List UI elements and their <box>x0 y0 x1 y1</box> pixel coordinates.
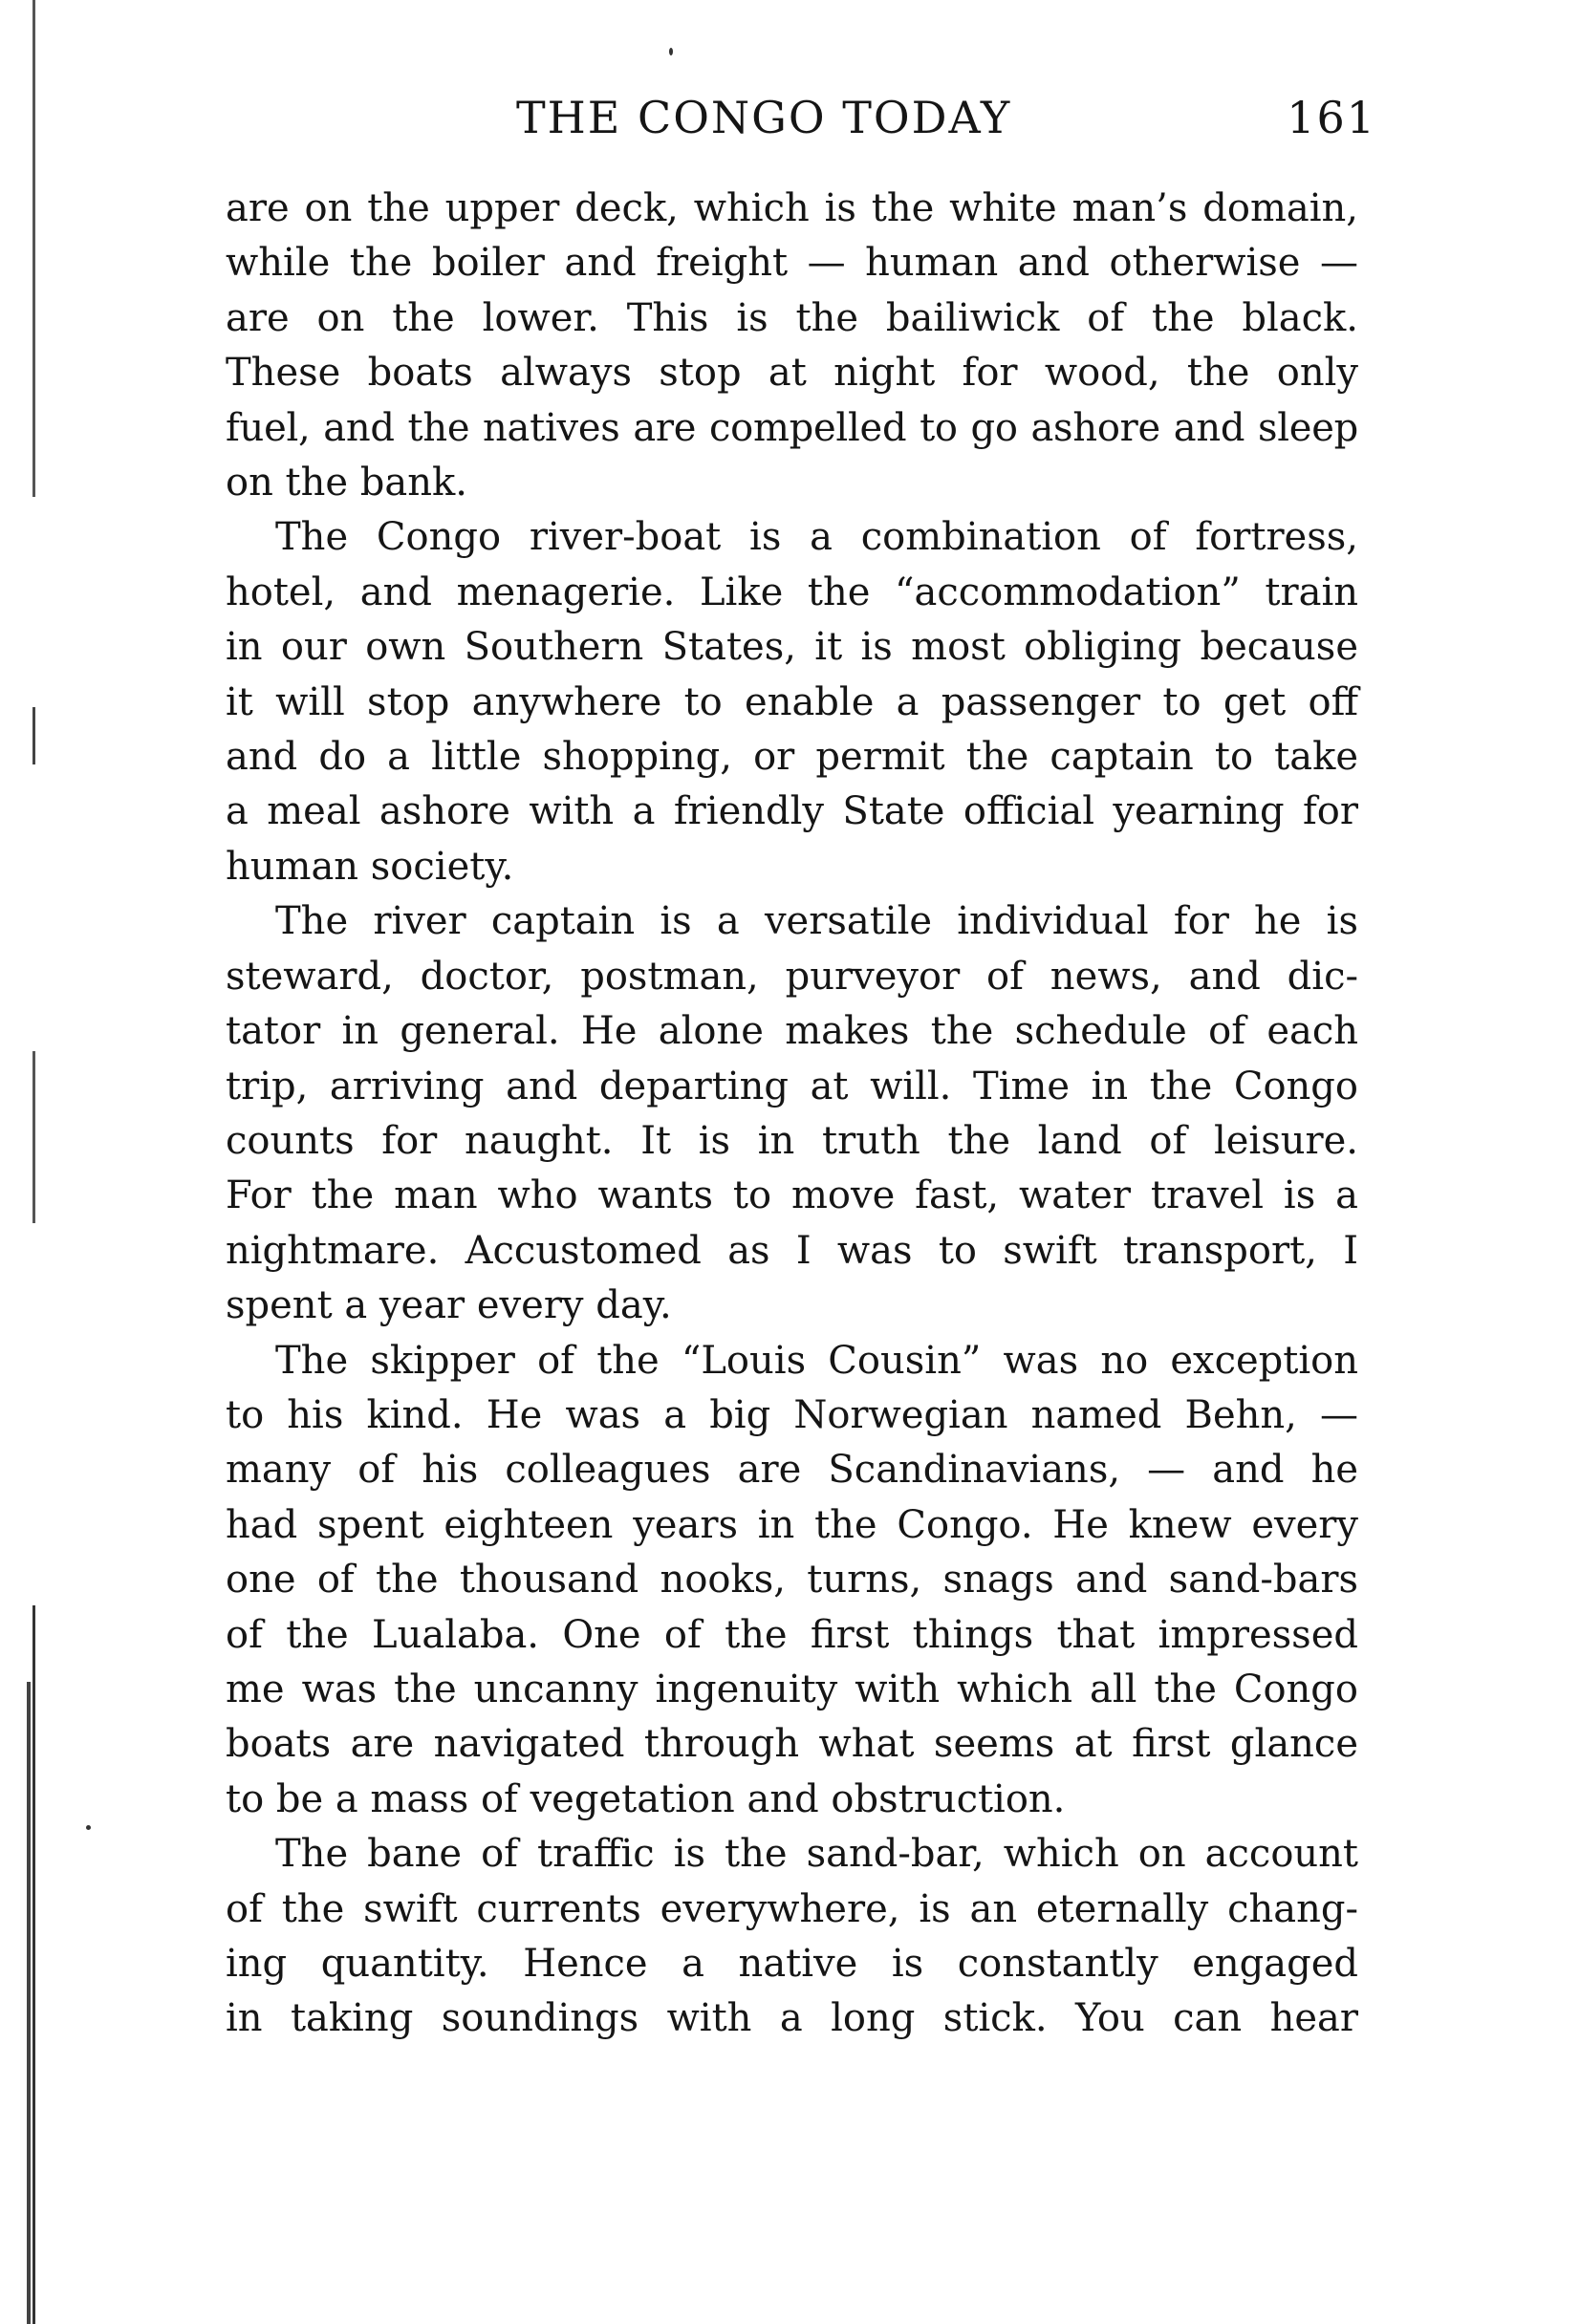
text-line: The bane of traffic is the sand-bar, which on account <box>275 1832 1358 1877</box>
binding-edge-shadow <box>27 1682 31 2324</box>
text-line: one of the thousand nooks, turns, snags and sand-bars <box>226 1558 1358 1603</box>
text-line: me was the uncanny ingenuity with which all the Congo <box>226 1667 1358 1711</box>
text-line: counts for naught. It is in truth the land of leisure. <box>226 1118 1358 1163</box>
text-line: are on the upper deck, which is the white man’s domain, <box>226 186 1358 230</box>
text-line: while the boiler and freight — human and otherwise — <box>226 241 1358 286</box>
text-line: spent a year every day. <box>226 1283 672 1328</box>
text-line: boats are navigated through what seems at first glance <box>226 1722 1358 1767</box>
text-line: many of his colleagues are Scandinavians, — and he <box>226 1448 1358 1493</box>
paragraph <box>226 894 1358 1333</box>
paragraph <box>226 1334 1358 1828</box>
text-line: The skipper of the “Louis Cousin” was no exception <box>275 1338 1358 1383</box>
text-line: in taking soundings with a long stick. You can hear <box>226 1996 1358 2041</box>
text-line: are on the lower. This is the bailiwick of the black. <box>226 295 1358 340</box>
text-line: human society. <box>226 844 514 889</box>
text-line: These boats always stop at night for wood, the only <box>226 351 1358 396</box>
page-header <box>220 92 1376 149</box>
text-line: in our own Southern States, it is most obliging because <box>226 625 1358 670</box>
print-speck <box>86 1825 91 1830</box>
text-line: to be a mass of vegetation and obstruction. <box>226 1776 1066 1821</box>
running-title: THE CONGO TODAY <box>516 92 1012 143</box>
text-line: nightmare. Accustomed as I was to swift transport, I <box>226 1228 1358 1273</box>
page-number: 161 <box>1287 92 1376 143</box>
paragraph <box>226 510 1358 894</box>
text-line: The river captain is a versatile individual for he is <box>275 899 1358 944</box>
text-line: of the swift currents everywhere, is an eternally chang- <box>226 1886 1358 1931</box>
text-line: a meal ashore with a friendly State official yearning for <box>226 789 1358 834</box>
text-line: ing quantity. Hence a native is constantly engaged <box>226 1942 1358 1986</box>
text-line: steward, doctor, postman, purveyor of news, and dic- <box>226 954 1358 999</box>
text-line: it will stop anywhere to enable a passenger to get off <box>226 679 1358 724</box>
paragraph <box>226 1827 1358 2047</box>
text-line: For the man who wants to move fast, water travel is a <box>226 1173 1358 1218</box>
text-line: trip, arriving and departing at will. Time in the Congo <box>226 1064 1358 1108</box>
text-line: hotel, and menagerie. Like the “accommodation” train <box>226 570 1358 614</box>
text-line: fuel, and the natives are compelled to go ashore and sleep <box>226 405 1358 450</box>
paragraph <box>226 182 1358 510</box>
text-line: and do a little shopping, or permit the captain to take <box>226 735 1358 780</box>
print-speck <box>669 48 673 55</box>
text-line: The Congo river-boat is a combination of fortress, <box>275 515 1358 560</box>
text-line: of the Lualaba. One of the first things that impressed <box>226 1612 1358 1657</box>
text-line: to his kind. He was a big Norwegian named Behn, — <box>226 1392 1358 1437</box>
text-line: had spent eighteen years in the Congo. He knew every <box>226 1502 1358 1547</box>
body-text <box>226 182 1358 2047</box>
binding-edge <box>32 0 35 2324</box>
text-line: tator in general. He alone makes the schedule of each <box>226 1009 1358 1054</box>
text-line: on the bank. <box>226 461 467 506</box>
